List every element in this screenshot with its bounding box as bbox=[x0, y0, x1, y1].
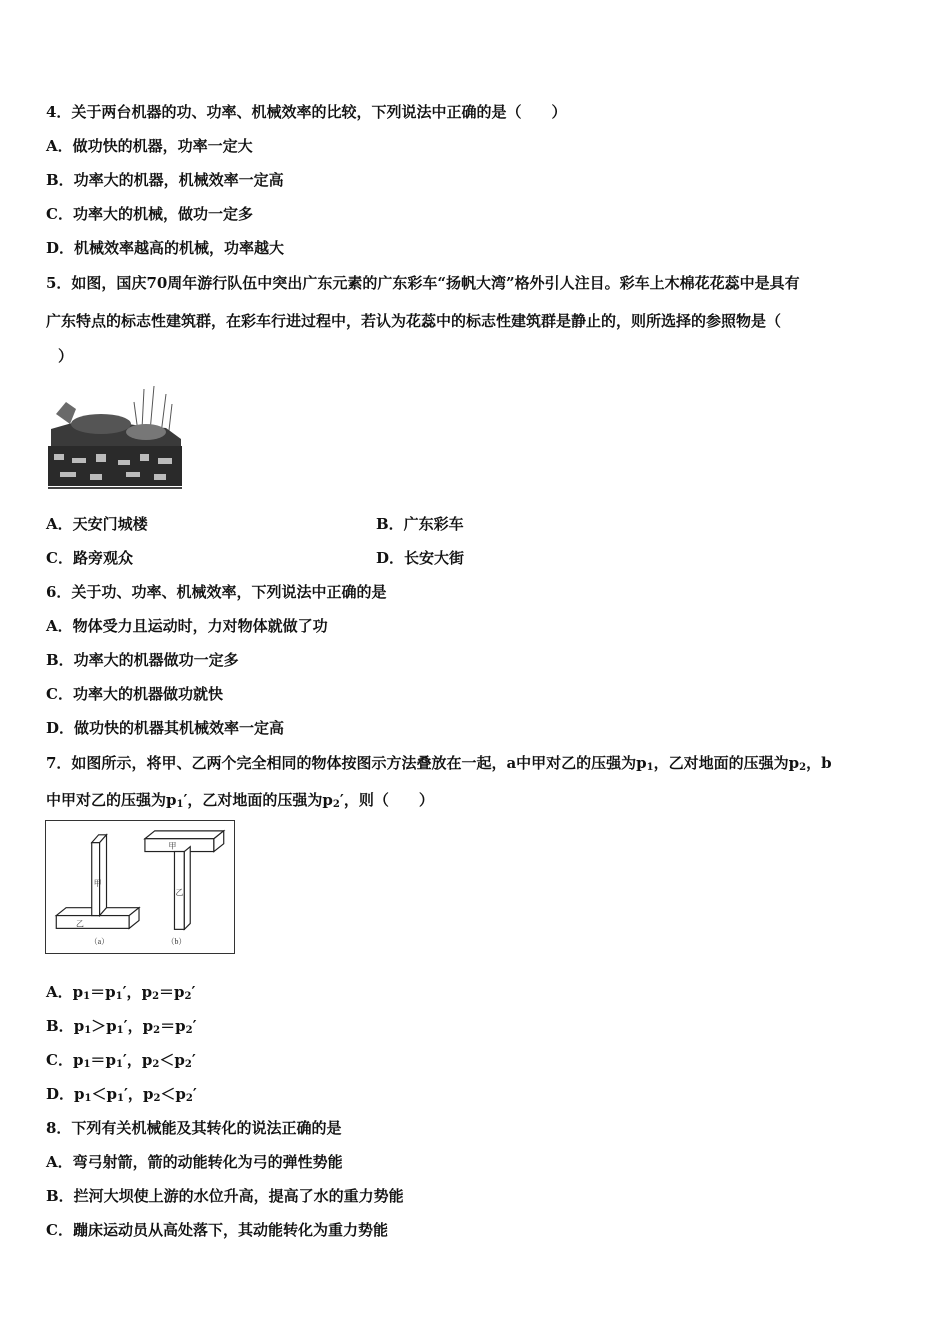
q8-option-a: A．弯弓射箭，箭的动能转化为弓的弹性势能 bbox=[46, 1153, 343, 1171]
q6-option-c: C．功率大的机器做功就快 bbox=[46, 685, 223, 703]
q7-stem-line2: 中甲对乙的压强为$p_1'$，乙对地面的压强为$p_2'$，则（ ） bbox=[46, 791, 434, 810]
q4-option-b: B．功率大的机器，机械效率一定高 bbox=[46, 171, 284, 189]
q5-stem-line2: 广东特点的标志性建筑群，在彩车行进过程中，若认为花蕊中的标志性建筑群是静止的，则所选择的参照物是（ bbox=[46, 312, 782, 330]
q6-option-d: D．做功快的机器其机械效率一定高 bbox=[46, 719, 285, 737]
q7-stem-line1: 7．如图所示，将甲、乙两个完全相同的物体按图示方法叠放在一起，a中甲对乙的压强为$p_1$，乙对地面的压强为$p_2$，b bbox=[46, 754, 832, 773]
fig-caption-b: （b） bbox=[166, 937, 187, 947]
q5-option-d: D．长安大街 bbox=[376, 549, 465, 567]
q5-option-b: B．广东彩车 bbox=[376, 515, 464, 533]
fig-caption-a: （a） bbox=[89, 937, 110, 947]
q6-option-a: A．物体受力且运动时，力对物体就做了功 bbox=[46, 617, 328, 635]
q8-stem: 8．下列有关机械能及其转化的说法正确的是 bbox=[46, 1119, 342, 1137]
q5-option-c: C．路旁观众 bbox=[46, 549, 133, 567]
q4-stem: 4．关于两台机器的功、功率、机械效率的比较，下列说法中正确的是（ ） bbox=[46, 103, 567, 121]
q5-stem-line1: 5．如图，国庆70周年游行队伍中突出广东元素的广东彩车“扬帆大湾”格外引人注目。彩车上木棉花花蕊中是具有 bbox=[46, 274, 800, 292]
q7-option-d: D．$p_1<p_1'$，$p_2<p_2'$ bbox=[46, 1085, 197, 1104]
fig-label-jia-a: 甲 bbox=[93, 879, 102, 889]
q8-option-c: C．蹦床运动员从高处落下，其动能转化为重力势能 bbox=[46, 1221, 388, 1239]
q5-stem-line3: ） bbox=[58, 347, 74, 365]
fig-label-yi-b: 乙 bbox=[175, 887, 184, 897]
q8-option-b: B．拦河大坝使上游的水位升高，提高了水的重力势能 bbox=[46, 1187, 404, 1205]
q4-option-d: D．机械效率越高的机械，功率越大 bbox=[46, 239, 285, 257]
q6-option-b: B．功率大的机器做功一定多 bbox=[46, 651, 239, 669]
stacked-blocks-diagram bbox=[45, 820, 235, 954]
fig-label-jia-b: 甲 bbox=[168, 841, 177, 851]
q7-option-b: B．$p_1>p_1'$，$p_2=p_2'$ bbox=[46, 1017, 197, 1036]
fig-label-yi-a: 乙 bbox=[75, 919, 84, 929]
q7-option-c: C．$p_1=p_1'$，$p_2<p_2'$ bbox=[46, 1051, 196, 1070]
q4-option-c: C．功率大的机械，做功一定多 bbox=[46, 205, 253, 223]
parade-float-photo bbox=[46, 384, 184, 492]
q7-option-a: A．$p_1=p_1'$，$p_2=p_2'$ bbox=[46, 983, 196, 1002]
q6-stem: 6．关于功、功率、机械效率，下列说法中正确的是 bbox=[46, 583, 387, 601]
q5-option-a: A．天安门城楼 bbox=[46, 515, 148, 533]
q4-option-a: A．做功快的机器，功率一定大 bbox=[46, 137, 253, 155]
